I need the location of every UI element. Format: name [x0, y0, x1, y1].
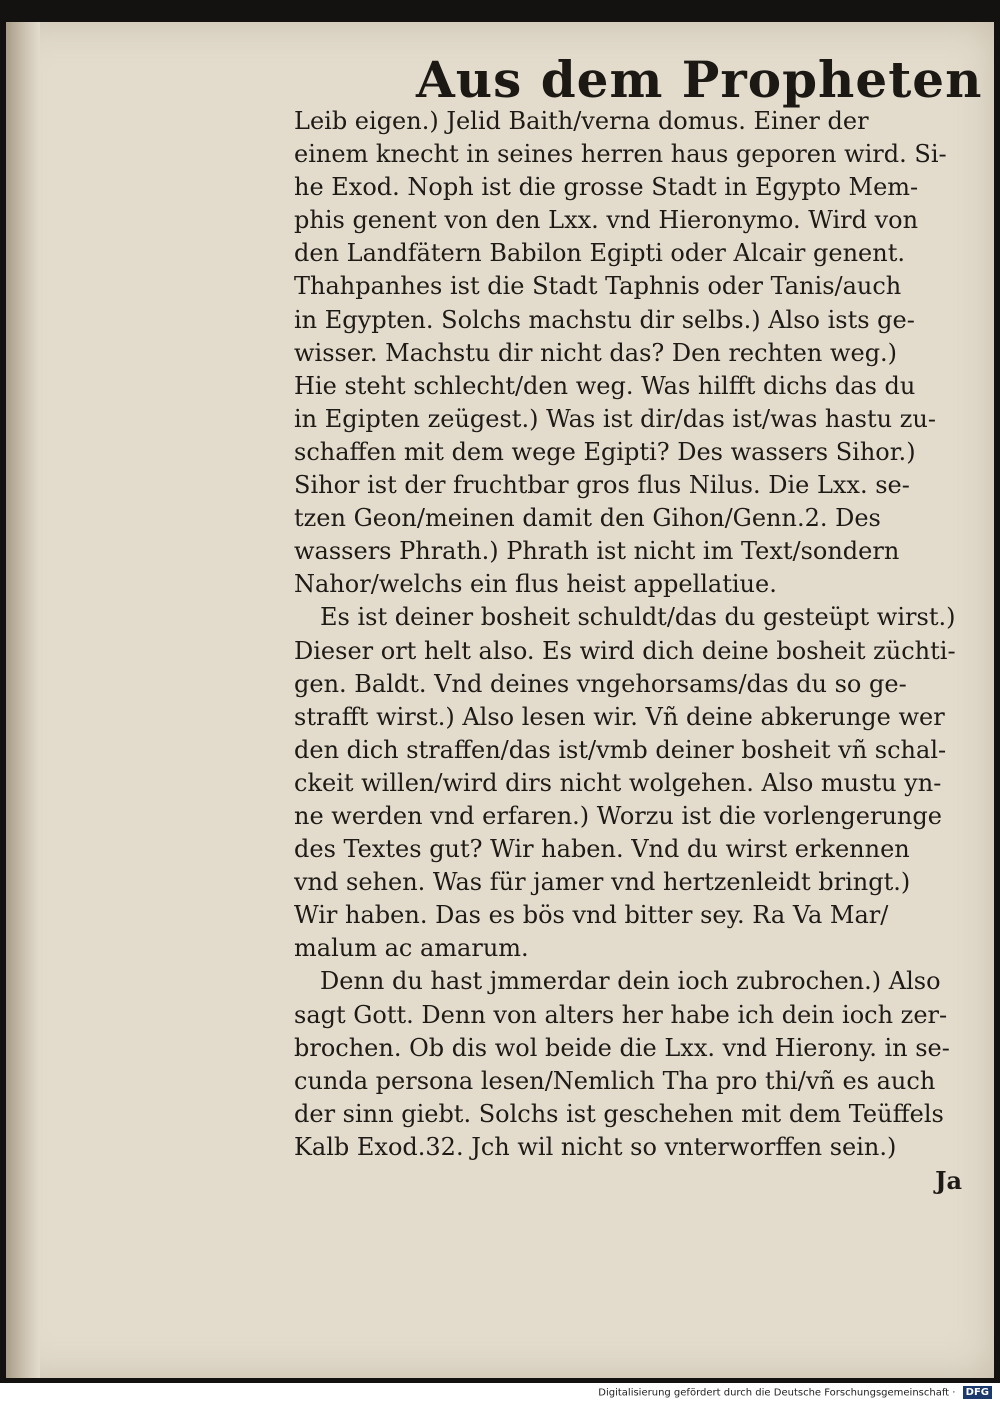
text-line: brochen. Ob dis wol beide die Lxx. vnd Hierony. in se- — [294, 1033, 950, 1062]
text-line: der sinn giebt. Solchs ist geschehen mit dem Teüffels — [294, 1099, 944, 1128]
text-line: Kalb Exod.32. Jch wil nicht so vnterworffen sein.) — [294, 1132, 897, 1161]
text-line: Wir haben. Das es bös vnd bitter sey. Ra Va Mar/ — [294, 901, 889, 930]
dfg-logo-icon: DFG — [963, 1386, 992, 1399]
running-head: Aus dem Propheten — [416, 50, 983, 109]
text-line: tzen Geon/meinen damit den Gihon/Genn.2. Des — [294, 504, 881, 533]
paragraph-start-line: Es ist deiner bosheit schuldt/das du gesteüpt wirst.) — [320, 603, 956, 632]
text-line: he Exod. Noph ist die grosse Stadt in Egypto Mem- — [294, 173, 919, 202]
text-line: ne werden vnd erfaren.) Worzu ist die vorlengerunge — [294, 801, 942, 830]
text-line: des Textes gut? Wir haben. Vnd du wirst erkennen — [294, 835, 910, 864]
text-line: ckeit willen/wird dirs nicht wolgehen. Also mustu yn- — [294, 768, 942, 797]
text-line: Leib eigen.) Jelid Baith/verna domus. Einer der — [294, 107, 869, 135]
text-line: schaffen mit dem wege Egipti? Des wassers Sihor.) — [294, 437, 916, 466]
text-line: einem knecht in seines herren haus geporen wird. Si- — [294, 140, 947, 169]
text-line: cunda persona lesen/Nemlich Tha pro thi/vñ es auch — [294, 1066, 936, 1095]
text-line: Thahpanhes ist die Stadt Taphnis oder Tanis/auch — [294, 272, 902, 301]
text-line: wisser. Machstu dir nicht das? Den rechten weg.) — [294, 338, 898, 367]
text-line: gen. Baldt. Vnd deines vngehorsams/das du so ge- — [294, 669, 907, 698]
credit-text: Digitalisierung gefördert durch die Deutsche Forschungsgemeinschaft — [598, 1387, 950, 1399]
text-line: in Egypten. Solchs machstu dir selbs.) Also ists ge- — [294, 305, 915, 334]
page-text — [294, 105, 966, 1197]
page-binding-edge — [6, 22, 40, 1378]
text-line: in Egipten zeügest.) Was ist dir/das ist/was hastu zu- — [294, 404, 936, 433]
text-line: wassers Phrath.) Phrath ist nicht im Text/sondern — [294, 537, 900, 566]
catchword: Ja — [935, 1166, 962, 1195]
text-line: vnd sehen. Was für jamer vnd hertzenleidt bringt.) — [294, 868, 911, 897]
paragraph-start-line: Denn du hast jmmerdar dein ioch zubrochen.) Also — [320, 967, 941, 996]
text-line: malum ac amarum. — [294, 934, 529, 963]
text-line: Dieser ort helt also. Es wird dich deine bosheit züchti- — [294, 636, 956, 665]
digitization-credit: Digitalisierung gefördert durch die Deutsche Forschungsgemeinschaft · DFG — [598, 1386, 992, 1399]
text-line: Sihor ist der fruchtbar gros flus Nilus. Die Lxx. se- — [294, 471, 910, 500]
text-line: den Landfätern Babilon Egipti oder Alcair genent. — [294, 239, 905, 268]
text-line: sagt Gott. Denn von alters her habe ich dein ioch zer- — [294, 1000, 948, 1029]
text-line: Nahor/welchs ein flus heist appellatiue. — [294, 570, 777, 599]
text-line: phis genent von den Lxx. vnd Hieronymo. Wird von — [294, 206, 919, 235]
book-page — [6, 22, 994, 1378]
text-line: Hie steht schlecht/den weg. Was hilfft dichs das du — [294, 371, 916, 400]
text-line: den dich straffen/das ist/vmb deiner bosheit vñ schal- — [294, 735, 947, 764]
text-line: strafft wirst.) Also lesen wir. Vñ deine abkerunge wer — [294, 702, 945, 731]
